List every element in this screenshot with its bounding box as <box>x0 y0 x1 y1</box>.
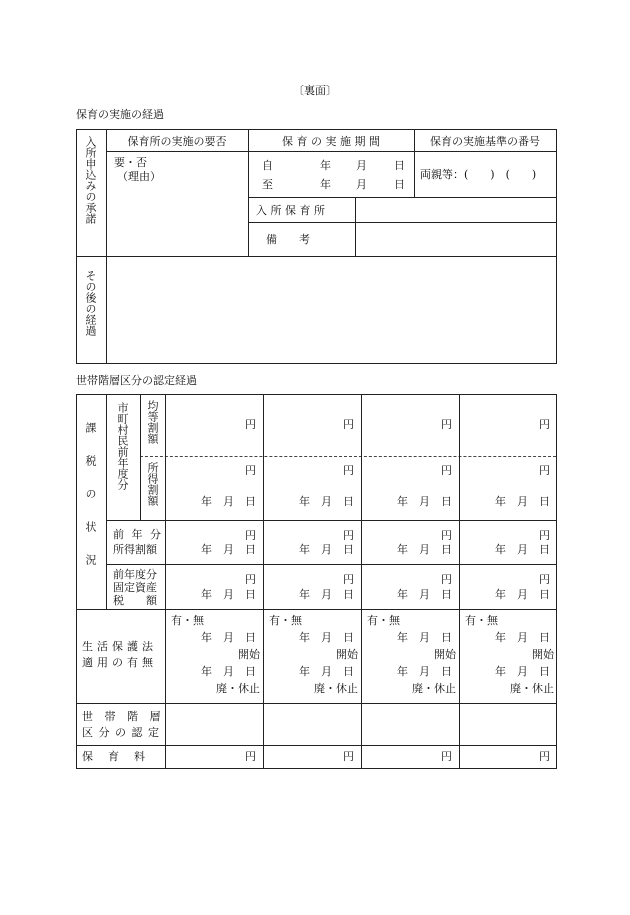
taxation-status-label: 課税の状況 <box>84 422 97 587</box>
prev-income-yen: 円 <box>441 529 452 542</box>
welfare-start-date: 年 月 日 <box>495 631 550 644</box>
welfare-yes-no: 有・無 <box>465 614 498 627</box>
welfare-start: 開始 <box>532 648 554 661</box>
fixed-asset-date: 年 月 日 <box>397 588 452 601</box>
prev-income-date: 年 月 日 <box>397 543 452 556</box>
period-to-month: 月 <box>356 178 367 191</box>
fixed-asset-label-1: 前年度分 <box>113 568 157 581</box>
prev-income-date: 年 月 日 <box>495 543 550 556</box>
col-necessity-header: 保育所の実施の要否 <box>127 135 227 148</box>
income-rate-yen: 円 <box>441 464 452 477</box>
welfare-yes-no: 有・無 <box>367 614 400 627</box>
prev-income-label-2: 所得割額 <box>113 543 157 556</box>
period-from-day: 日 <box>394 159 405 172</box>
welfare-end-date: 年 月 日 <box>495 665 550 678</box>
fixed-asset-label-2: 固定資産 <box>113 581 157 594</box>
fixed-asset-date: 年 月 日 <box>495 588 550 601</box>
income-rate-date: 年 月 日 <box>201 495 256 508</box>
parents-label: 両親等：( ) ( ) <box>420 168 537 181</box>
section2-title: 世帯階層区分の認定経過 <box>76 374 197 387</box>
welfare-start: 開始 <box>434 648 456 661</box>
welfare-start-date: 年 月 日 <box>201 631 256 644</box>
period-to-label: 至 <box>262 178 273 191</box>
fixed-asset-yen: 円 <box>539 573 550 586</box>
prev-income-yen: 円 <box>539 529 550 542</box>
facility-label: 入 所 保 育 所 <box>256 204 325 217</box>
income-rate-date: 年 月 日 <box>397 495 452 508</box>
period-from-month: 月 <box>356 159 367 172</box>
welfare-yes-no: 有・無 <box>269 614 302 627</box>
welfare-start-date: 年 月 日 <box>299 631 354 644</box>
necessity-reason: （理由） <box>117 170 161 183</box>
class-label-1: 世 帯 階 層 <box>82 710 165 723</box>
col-standard-header: 保育の実施基準の番号 <box>430 135 540 148</box>
welfare-label-1: 生活保護法 <box>82 640 157 653</box>
col-period-header: 保 育 の 実 施 期 間 <box>282 135 380 148</box>
welfare-abolish: 廃・休止 <box>216 682 260 695</box>
welfare-start: 開始 <box>238 648 260 661</box>
equal-rate-label: 均等割額 <box>146 400 159 444</box>
welfare-abolish: 廃・休止 <box>510 682 554 695</box>
fee-label: 保 育 料 <box>82 750 147 763</box>
fee-yen: 円 <box>245 750 256 763</box>
income-rate-label: 所得割額 <box>146 462 159 506</box>
welfare-yes-no: 有・無 <box>171 614 204 627</box>
period-from-label: 自 <box>262 159 273 172</box>
page-label: 〔裏面〕 <box>293 84 337 97</box>
welfare-abolish: 廃・休止 <box>314 682 358 695</box>
period-to-day: 日 <box>394 178 405 191</box>
welfare-start-date: 年 月 日 <box>397 631 452 644</box>
fixed-asset-yen: 円 <box>245 573 256 586</box>
income-rate-date: 年 月 日 <box>495 495 550 508</box>
class-label-2: 区 分 の 認 定 <box>82 726 160 739</box>
period-from-year: 年 <box>320 159 331 172</box>
fixed-asset-yen: 円 <box>441 573 452 586</box>
welfare-end-date: 年 月 日 <box>397 665 452 678</box>
fixed-asset-yen: 円 <box>343 573 354 586</box>
fixed-asset-date: 年 月 日 <box>201 588 256 601</box>
fixed-asset-date: 年 月 日 <box>299 588 354 601</box>
income-rate-yen: 円 <box>245 464 256 477</box>
fee-yen: 円 <box>539 750 550 763</box>
prev-income-yen: 円 <box>245 529 256 542</box>
municipal-tax-label: 市町村民前年度分 <box>116 402 129 490</box>
income-rate-date: 年 月 日 <box>299 495 354 508</box>
row-after-label: その後の経過 <box>84 270 97 336</box>
row-admission-label: 入所申込みの承諾 <box>84 136 97 224</box>
prev-income-date: 年 月 日 <box>201 543 256 556</box>
fee-yen: 円 <box>441 750 452 763</box>
welfare-start: 開始 <box>336 648 358 661</box>
equal-rate-yen: 円 <box>441 418 452 431</box>
period-to-year: 年 <box>320 178 331 191</box>
welfare-label-2: 適用の有無 <box>82 656 157 669</box>
welfare-abolish: 廃・休止 <box>412 682 456 695</box>
section1-title: 保育の実施の経過 <box>76 108 164 121</box>
equal-rate-yen: 円 <box>539 418 550 431</box>
equal-rate-yen: 円 <box>245 418 256 431</box>
necessity-value: 要・否 <box>114 156 147 169</box>
fixed-asset-label-3: 税 額 <box>113 594 157 607</box>
welfare-end-date: 年 月 日 <box>201 665 256 678</box>
welfare-end-date: 年 月 日 <box>299 665 354 678</box>
income-rate-yen: 円 <box>539 464 550 477</box>
fee-yen: 円 <box>343 750 354 763</box>
prev-income-label-1: 前 年 分 <box>113 528 163 541</box>
remarks-label: 備 考 <box>266 233 310 246</box>
income-rate-yen: 円 <box>343 464 354 477</box>
prev-income-yen: 円 <box>343 529 354 542</box>
equal-rate-yen: 円 <box>343 418 354 431</box>
prev-income-date: 年 月 日 <box>299 543 354 556</box>
